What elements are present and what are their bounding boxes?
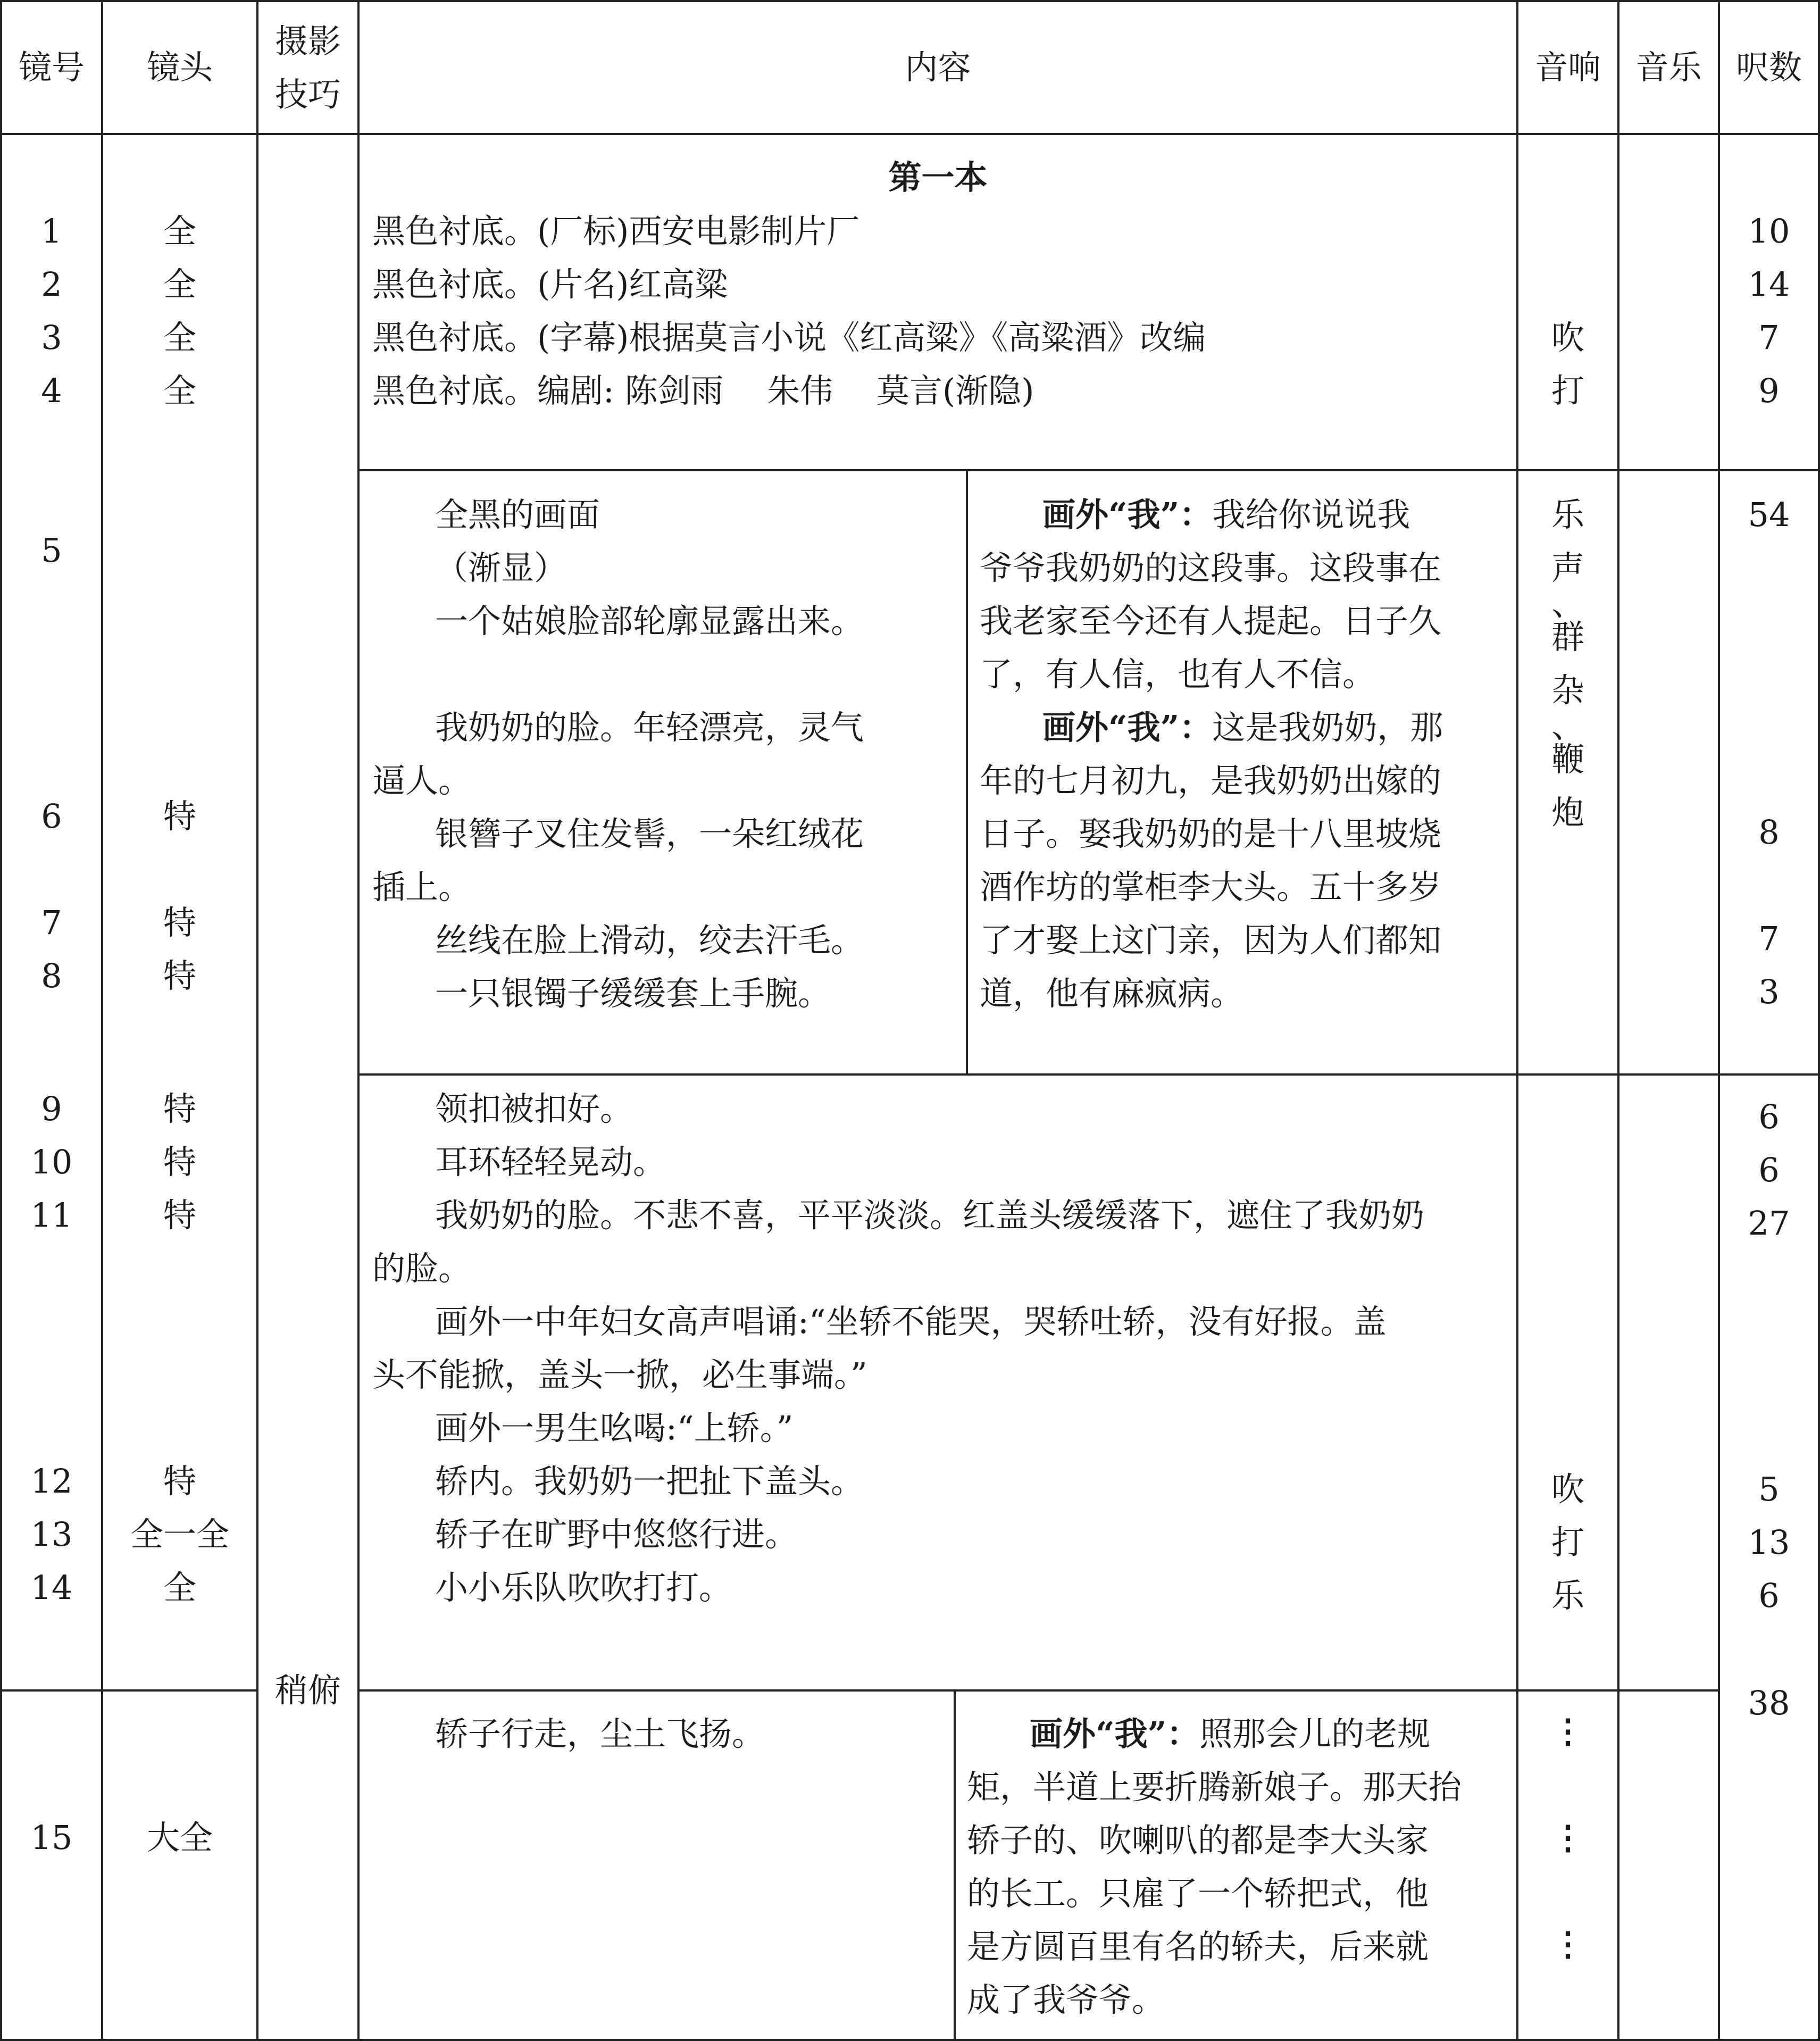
- voiceover-line: [980, 701, 1504, 754]
- header-shot: 镜头: [146, 48, 213, 87]
- scene-left-block: [372, 488, 947, 1020]
- scene-line: 全黑的画面: [435, 495, 600, 534]
- sound-char: 乐: [1551, 1576, 1584, 1615]
- feet-value: 8: [1758, 813, 1780, 852]
- sound-char: 杂: [1551, 671, 1584, 710]
- shot-type: 特: [163, 903, 196, 942]
- rule-block-3-left: [0, 1689, 256, 1692]
- shot-number: 10: [30, 1143, 73, 1181]
- feet-value: 13: [1748, 1523, 1790, 1562]
- shot-type: 特: [163, 797, 196, 836]
- voiceover-line: 矩，半道上要折腾新娘子。那天抬: [967, 1768, 1462, 1806]
- feet-value: 7: [1758, 919, 1780, 958]
- shot-number: 9: [41, 1089, 62, 1128]
- voiceover-line: 我老家至今还有人提起。日子久: [980, 602, 1442, 640]
- sound-ellipsis: ⋮: [1551, 1712, 1584, 1751]
- shot-type: 大全: [146, 1818, 213, 1857]
- scene-line: 头不能掀，盖头一掀，必生事端。”: [372, 1355, 867, 1394]
- scene-line: 画外一中年妇女高声唱诵:“坐轿不能哭，哭轿吐轿，没有好报。盖: [435, 1302, 1387, 1341]
- sound-char: 群: [1551, 618, 1584, 656]
- scene-line: 一只银镯子缓缓套上手腕。: [435, 974, 831, 1013]
- feet-value: 38: [1748, 1684, 1790, 1722]
- feet-value: 5: [1758, 1470, 1780, 1509]
- shot-type: 全: [163, 371, 196, 410]
- feet-value: 54: [1748, 495, 1790, 534]
- voiceover-line: 爷爷我奶奶的这段事。这段事在: [980, 548, 1442, 587]
- shot-type: 特: [163, 1462, 196, 1501]
- sound-ellipsis: ⋮: [1551, 1925, 1584, 1963]
- voiceover-label: 画外“我”：: [1042, 495, 1213, 534]
- shot-type: 特: [163, 1089, 196, 1128]
- rule-block-2: [357, 1073, 1820, 1076]
- rule-col-2: [256, 0, 258, 2041]
- shot-type: 特: [163, 1196, 196, 1235]
- voiceover-line: 是方圆百里有名的轿夫，后来就: [967, 1927, 1429, 1966]
- header-technique-line2: 技巧: [274, 75, 341, 114]
- feet-value: 6: [1758, 1097, 1780, 1136]
- part-title: 第一本: [888, 158, 988, 197]
- voiceover-line: 道，他有麻疯病。: [980, 974, 1244, 1013]
- feet-value: 3: [1758, 972, 1780, 1011]
- shot-number: 12: [30, 1462, 73, 1501]
- rule-col-5: [1617, 0, 1619, 2041]
- scene-line: 我奶奶的脸。不悲不喜，平平淡淡。红盖头缓缓落下，遮住了我奶奶: [435, 1196, 1425, 1235]
- sound-char: 声: [1551, 548, 1584, 587]
- shot-number: 7: [41, 903, 62, 942]
- rule-col-3: [357, 0, 360, 2041]
- scene-line: 一个姑娘脸部轮廓显露出来。: [435, 602, 864, 640]
- shot-type: 全一全: [130, 1515, 229, 1554]
- scene-line: 耳环轻轻晃动。: [435, 1143, 666, 1181]
- rule-header-bottom: [0, 133, 1820, 135]
- shot-number: 15: [30, 1818, 73, 1857]
- shot-type: 全: [163, 318, 196, 357]
- shot-type: 全: [163, 1568, 196, 1607]
- scene-line: 领扣被扣好。: [435, 1089, 633, 1128]
- voiceover-label: 画外“我”：: [1030, 1714, 1200, 1753]
- sound-char: 鞭: [1551, 740, 1584, 779]
- shot-number: 3: [41, 318, 62, 357]
- scene-line: 画外一男生吆喝:“上轿。”: [435, 1409, 794, 1447]
- scene-line: （渐显）: [435, 548, 567, 587]
- sound-char: 、: [1551, 584, 1584, 623]
- shot-number: 2: [41, 265, 62, 304]
- scene-wide-block: [372, 1082, 1505, 1614]
- rule-bottom: [0, 2039, 1820, 2041]
- feet-value: 6: [1758, 1576, 1780, 1615]
- sound-char: 吹: [1551, 318, 1584, 357]
- shot-number: 1: [41, 212, 62, 251]
- shot-type: 全: [163, 212, 196, 251]
- voiceover-text: 我给你说说我: [1212, 495, 1410, 534]
- sound-char: 、: [1551, 706, 1584, 745]
- scene-line: 轿内。我奶奶一把扯下盖头。: [435, 1462, 864, 1501]
- scene-line: 轿子行走，尘土飞扬。: [435, 1714, 765, 1753]
- voiceover-text: 照那会儿的老规: [1199, 1714, 1431, 1753]
- header-content: 内容: [905, 48, 971, 87]
- rule-right: [1818, 0, 1820, 2041]
- feet-value: 27: [1748, 1204, 1790, 1243]
- scene-last-block: [372, 1707, 765, 1761]
- sound-char: 打: [1551, 371, 1584, 410]
- scene-line: 逼人。: [372, 761, 472, 800]
- voiceover-line: 日子。娶我奶奶的是十八里坡烧: [980, 814, 1442, 853]
- voiceover-line: 酒作坊的掌柜李大头。五十多岁: [980, 868, 1442, 906]
- voiceover-line: [967, 1707, 1504, 1761]
- voiceover-line: 的长工。只雇了一个轿把式，他: [967, 1874, 1429, 1913]
- scene-line: 银簪子叉住发髻，一朵红绒花: [435, 814, 864, 853]
- credit-line: 黑色衬底。(厂标)西安电影制片厂: [372, 212, 860, 251]
- shot-type: 特: [163, 956, 196, 995]
- voiceover-line: 了，有人信，也有人不信。: [980, 655, 1376, 694]
- shot-number: 5: [41, 531, 62, 570]
- sound-char: 打: [1551, 1523, 1584, 1562]
- scene-line: 小小乐队吹吹打打。: [435, 1568, 732, 1607]
- sound-ellipsis: ⋮: [1551, 1818, 1584, 1857]
- rule-split-1: [966, 470, 968, 1074]
- feet-value: 10: [1748, 212, 1790, 251]
- shot-type: 全: [163, 265, 196, 304]
- header-music: 音乐: [1635, 48, 1702, 87]
- voiceover-line: 成了我爷爷。: [967, 1980, 1165, 2019]
- scene-line: 轿子在旷野中悠悠行进。: [435, 1515, 798, 1554]
- sound-char: 炮: [1551, 793, 1584, 832]
- rule-block-3-right: [357, 1689, 1718, 1692]
- shot-number: 4: [41, 371, 62, 410]
- voiceover-line: 了才娶上这门亲，因为人们都知: [980, 921, 1442, 960]
- voiceover-line: 轿子的、吹喇叭的都是李大头家: [967, 1821, 1429, 1860]
- scene-line: 插上。: [372, 868, 472, 906]
- feet-value: 9: [1758, 371, 1780, 410]
- header-sound: 音响: [1534, 48, 1601, 87]
- voiceover-block-1: [980, 488, 1504, 1020]
- voiceover-label: 画外“我”：: [1042, 708, 1213, 747]
- header-feet: 呎数: [1735, 48, 1802, 87]
- credit-line: 黑色衬底。(片名)红高粱: [372, 265, 728, 304]
- feet-value: 7: [1758, 318, 1780, 357]
- sound-char: 吹: [1551, 1470, 1584, 1509]
- rule-top: [0, 0, 1820, 2]
- voiceover-text: 这是我奶奶，那: [1212, 708, 1443, 747]
- credit-line: 黑色衬底。(字幕)根据莫言小说《红高粱》《高粱酒》改编: [372, 318, 1206, 357]
- credits-block: [372, 205, 1206, 418]
- feet-value: 14: [1748, 265, 1790, 304]
- technique-cell: 稍俯: [274, 1671, 341, 1710]
- rule-block-1: [357, 469, 1820, 471]
- voiceover-block-3: [967, 1707, 1504, 2027]
- shot-number: 14: [30, 1568, 73, 1607]
- shot-number: 6: [41, 797, 62, 836]
- scene-line: 我奶奶的脸。年轻漂亮，灵气: [435, 708, 864, 747]
- scene-line: 丝线在脸上滑动，绞去汗毛。: [435, 921, 864, 960]
- feet-value: 6: [1758, 1151, 1780, 1189]
- blank-line: [372, 648, 947, 701]
- voiceover-line: 年的七月初九，是我奶奶出嫁的: [980, 761, 1442, 800]
- shot-number: 13: [30, 1515, 73, 1554]
- shot-number: 11: [30, 1196, 73, 1235]
- shot-type: 特: [163, 1143, 196, 1181]
- header-technique-line1: 摄影: [274, 22, 341, 61]
- credit-line: 黑色衬底。编剧: 陈剑雨 朱伟 莫言(渐隐): [372, 371, 1034, 410]
- sound-char: 乐: [1551, 495, 1584, 534]
- header-shot-no: 镜号: [18, 48, 85, 87]
- voiceover-line: [980, 488, 1504, 542]
- shot-number: 8: [41, 956, 62, 995]
- rule-split-2: [954, 1690, 956, 2040]
- scene-line: 的脸。: [372, 1249, 472, 1288]
